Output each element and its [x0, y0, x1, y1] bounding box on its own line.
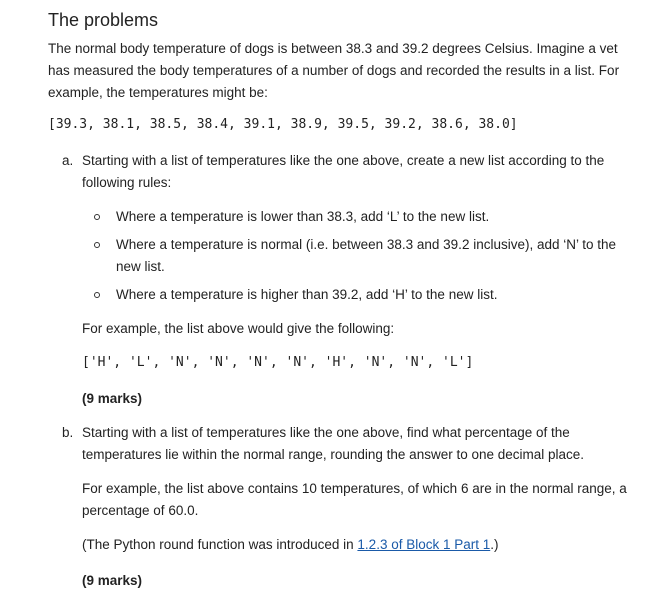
- rule-item: Where a temperature is normal (i.e. between 38.3 and 39.2 inclusive), add ‘N’ to the new list.: [82, 234, 643, 278]
- part-b-example-text: For example, the list above contains 10 temperatures, of which 6 are in the normal range, a percentage of 60.0.: [82, 481, 627, 518]
- part-a-example-output: ['H', 'L', 'N', 'N', 'N', 'N', 'H', 'N', 'N', 'L']: [82, 355, 474, 370]
- hollow-bullet-icon: [94, 292, 100, 298]
- part-b-text: Starting with a list of temperatures like the one above, find what percentage of the temperatures lie within the normal range, rounding the answer to one decimal place.: [82, 425, 585, 462]
- part-b-marker: b.: [62, 425, 74, 440]
- block-1-part-1-link[interactable]: 1.2.3 of Block 1 Part 1: [357, 537, 491, 552]
- hollow-bullet-icon: [94, 214, 100, 220]
- problem-parts: [48, 150, 643, 592]
- part-a-marks: (9 marks): [82, 391, 143, 406]
- problem-page: [48, 8, 643, 592]
- intro-paragraph: The normal body temperature of dogs is between 38.3 and 39.2 degrees Celsius. Imagine a vet has measured the body temperatures of a number of dogs and recorded the results in a list. For example, the temperatures might be:: [48, 41, 620, 100]
- hollow-bullet-icon: [94, 242, 100, 248]
- part-a-marker: a.: [62, 153, 74, 168]
- rule-item: Where a temperature is lower than 38.3, add ‘L’ to the new list.: [82, 206, 643, 228]
- example-temperature-list: [39.3, 38.1, 38.5, 38.4, 39.1, 38.9, 39.5, 39.2, 38.6, 38.0]: [48, 117, 518, 132]
- round-function-note: (The Python round function was introduced in 1.2.3 of Block 1 Part 1.): [82, 537, 499, 552]
- part-a-text: Starting with a list of temperatures like the one above, create a new list according to the following rules:: [82, 153, 605, 190]
- part-b: [48, 422, 643, 592]
- part-a-example-intro: For example, the list above would give the following:: [82, 321, 395, 336]
- part-b-marks: (9 marks): [82, 573, 143, 588]
- rule-item: Where a temperature is higher than 39.2, add ‘H’ to the new list.: [82, 284, 643, 306]
- page-title: The problems: [48, 10, 159, 30]
- rules-list: [82, 206, 643, 306]
- part-a: [48, 150, 643, 410]
